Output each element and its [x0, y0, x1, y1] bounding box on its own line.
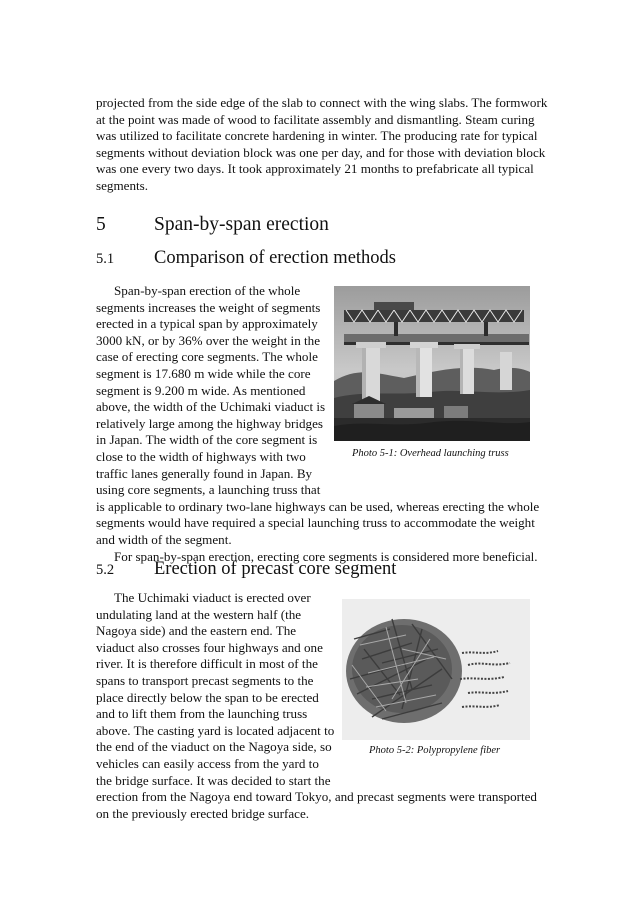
intro-line: was one every two days. It took approximately 21 months to prefabricate all typical: [96, 161, 534, 177]
body-line: above. The casting yard is located adjacent to: [96, 722, 335, 738]
section-5-2-number: 5.2: [96, 562, 115, 578]
section-5-2-title: Erection of precast core segment: [154, 559, 397, 579]
photo-polypropylene-fiber-image: [342, 599, 530, 740]
section-5-1-number: 5.1: [96, 251, 115, 267]
intro-line: segments.: [96, 177, 149, 193]
body-line: traffic lanes generally found in Japan. By: [96, 465, 313, 481]
body-line: case of erecting core segments. The whole: [96, 349, 318, 365]
body-line: For span-by-span erection, erecting core segments is considered more beneficial.: [114, 548, 538, 564]
body-line: vehicles can easily access from the yard to: [96, 755, 319, 771]
body-line: undulating land at the western half (the: [96, 606, 302, 622]
body-line: Span-by-span erection of the whole: [114, 283, 301, 298]
body-line: close to the width of highways with two: [96, 448, 306, 464]
body-line: erected in a typical span by approximately: [96, 316, 318, 332]
intro-paragraph: [96, 95, 546, 195]
section-5-number: 5: [96, 214, 106, 235]
body-line: 3000 kN, or by 36% over the weight in the: [96, 332, 321, 348]
body-line: the end of the viaduct on the Nagoya side, so: [96, 739, 332, 755]
body-line: segments would have required a special launching truss to accommodate the weight: [96, 515, 535, 531]
intro-line: at the point was made of wood to facilitate assembly and dismantling. Steam curing: [96, 111, 535, 127]
body-line: the bridge surface. It was decided to start the: [96, 772, 331, 788]
photo-launching-truss-image: [334, 286, 530, 441]
section-5-heading: [96, 213, 329, 237]
photo-polypropylene-fiber: [342, 599, 530, 740]
body-line: and width of the segment.: [96, 531, 232, 547]
body-line: segment is 9.200 m wide. As mentioned: [96, 382, 306, 398]
body-line: viaduct also crosses four highways and one: [96, 639, 323, 655]
section-5-1-title: Comparison of erection methods: [154, 248, 396, 268]
body-line: and to lift them from the launching truss: [96, 706, 308, 722]
intro-line: segments without deviation block was one per day, and for those with deviation block: [96, 144, 546, 160]
intro-line: projected from the side edge of the slab to connect with the wing slabs. The formwork: [96, 95, 548, 110]
body-line: Nagoya side) and the eastern end. The: [96, 623, 297, 639]
body-line: river. It is therefore difficult in most of the: [96, 656, 318, 672]
body-line: segments increases the weight of segments: [96, 299, 321, 315]
body-line: place directly below the span to be erected: [96, 689, 319, 705]
body-line: above, the width of the Uchimaki viaduct is: [96, 399, 326, 415]
section-5-title: Span-by-span erection: [154, 214, 329, 235]
intro-line: was utilized to facilitate concrete hardening in winter. The producing rate for typical: [96, 128, 538, 144]
body-line: on the previously erected bridge surface.: [96, 805, 310, 821]
body-line: is applicable to ordinary two-lane highways can be used, whereas erecting the whole: [96, 498, 540, 514]
body-line: segment is 17.680 m wide while the core: [96, 365, 311, 381]
body-line: erection from the Nagoya end toward Tokyo, and precast segments were transported: [96, 789, 537, 805]
body-line: in Japan. The width of the core segment is: [96, 432, 318, 448]
photo-5-1-caption: Photo 5-1: Overhead launching truss: [352, 448, 509, 459]
body-line: spans to transport precast segments to the: [96, 672, 314, 688]
photo-launching-truss: [334, 286, 530, 441]
body-line: The Uchimaki viaduct is erected over: [114, 590, 311, 605]
section-5-1-heading: [96, 246, 396, 271]
body-line: relatively large among the highway bridges: [96, 415, 324, 431]
photo-5-2-caption: Photo 5-2: Polypropylene fiber: [369, 745, 501, 756]
section-5-2-heading: [96, 557, 396, 582]
body-line: using core segments, a launching truss that: [96, 482, 321, 498]
